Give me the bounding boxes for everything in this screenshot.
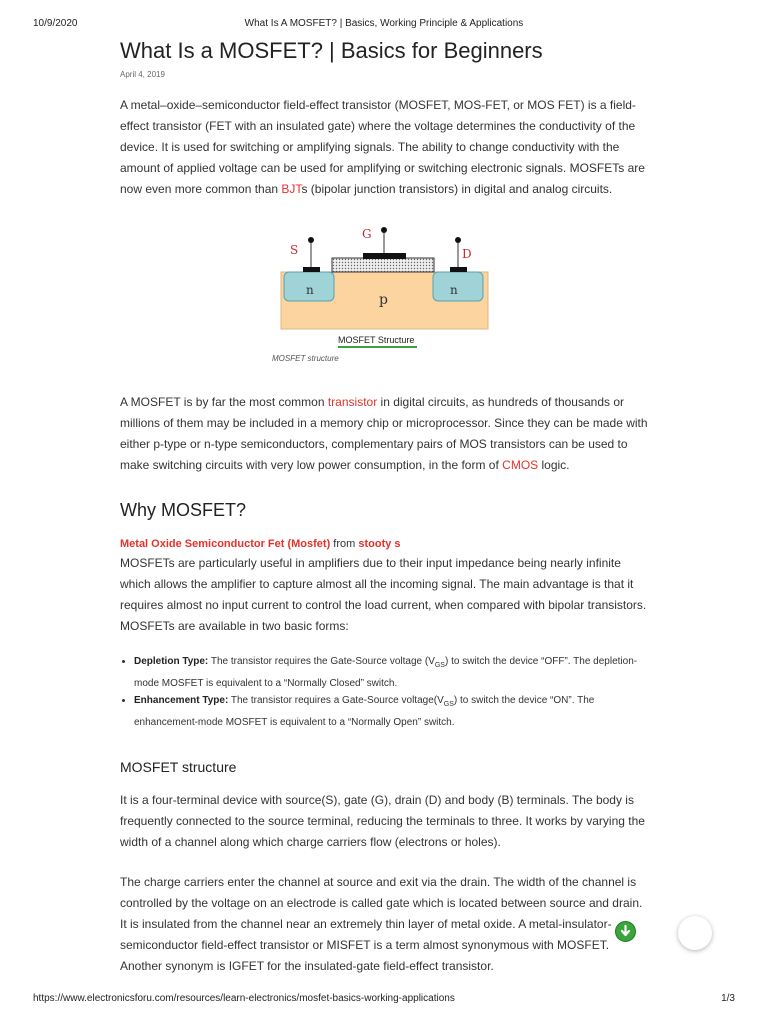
arrow-down-icon	[616, 922, 635, 941]
label-source: S	[290, 243, 299, 257]
label-gate: G	[362, 227, 372, 241]
oxide-layer	[332, 258, 434, 272]
depletion-text: The transistor requires the Gate-Source voltage (V	[208, 656, 435, 667]
intro-paragraph	[120, 95, 648, 200]
mosfet-structure-diagram	[278, 222, 498, 354]
intro-text-end: s (bipolar junction transistors) in digital and analog circuits.	[301, 182, 613, 196]
intro-text: A metal–oxide–semiconductor field-effect transistor (MOSFET, MOS-FET, or MOS FET) is a field-effect transistor (FET with an insulated gate) where the voltage determines the conductivity of the device. It is used for switching or amplifying signals. The ability to change conductivity with the amount of applied voltage can be used for amplifying or switching electronic signals. MOSFETs are now even more common than	[120, 98, 645, 196]
source-contact	[303, 267, 320, 272]
mosfet-structure-heading: MOSFET structure	[120, 759, 237, 775]
enhancement-term: Enhancement Type:	[134, 695, 229, 706]
para2-text-end: logic.	[538, 458, 570, 472]
figure-inner-caption: MOSFET Structure	[338, 335, 415, 345]
enhancement-text-end: ) to switch the device “ON”. The enhancement-mode MOSFET is equivalent to a “Normally Open” switch.	[134, 695, 595, 728]
enhancement-text: The transistor requires a Gate-Source voltage(V	[228, 695, 444, 706]
download-button[interactable]	[615, 921, 636, 942]
depletion-text-end: ) to switch the device “OFF”. The depletion-mode MOSFET is equivalent to a “Normally Closed” switch.	[134, 656, 638, 689]
print-page-title: What Is A MOSFET? | Basics, Working Principle & Applications	[244, 18, 524, 29]
scroll-to-top-button[interactable]	[678, 916, 712, 950]
mosfet-forms-list	[120, 653, 648, 731]
print-url: https://www.electronicsforu.com/resources/learn-electronics/mosfet-basics-working-applications	[33, 993, 455, 1004]
figure-caption: MOSFET structure	[272, 354, 339, 363]
print-date: 10/9/2020	[33, 18, 78, 29]
vgs-subscript: GS	[434, 662, 445, 669]
para-terminals: It is a four-terminal device with source(S), gate (G), drain (D) and body (B) terminals. The body is frequently connected to the source terminal, reducing the terminals to three. It works by varying the width of a channel along which charge carriers flow (electrons or holes).	[120, 793, 645, 849]
depletion-term: Depletion Type:	[134, 656, 209, 667]
label-drain: D	[462, 247, 472, 261]
para2-text-mid: in digital circuits, as hundreds of thousands or millions of them may be included in a memory chip or microprocessor. Since they can be made with either p-type or n-type semiconductors, complementary pairs of MOS transistors can be used to make switching circuits with very low power consumption, in the form of	[120, 395, 648, 472]
para-charge-carriers: The charge carriers enter the channel at source and exit via the drain. The width of the channel is controlled by the voltage on an electrode is called gate which is located between source and drain. It is insulated from the channel near an extremely thin layer of metal oxide. A metal-insulator-semiconductor field-effect transistor or MISFET is a term almost synonymous with MOSFET. Another synonym is IGFET for the insulated-gate field-effect transistor.	[120, 875, 643, 973]
para2-text: A MOSFET is by far the most common	[120, 395, 328, 409]
list-item-depletion	[134, 653, 648, 692]
slideshare-credit	[120, 538, 648, 550]
article	[120, 36, 648, 977]
para-amplifiers: MOSFETs are particularly useful in amplifiers due to their input impedance being nearly infinite which allows the amplifier to capture almost all the incoming signal. The main advantage is that it requires almost no input current to control the load current, when compared with bipolar transistors. MOSFETs are available in two basic forms:	[120, 556, 647, 633]
list-item-enhancement	[134, 692, 648, 731]
slideshare-title-link[interactable]: Metal Oxide Semiconductor Fet (Mosfet)	[120, 538, 331, 550]
slideshare-author-link[interactable]: stooty s	[358, 538, 401, 550]
print-page-number: 1/3	[721, 993, 735, 1004]
post-date: April 4, 2019	[120, 70, 165, 79]
mosfet-structure-figure	[120, 222, 648, 372]
gate-electrode	[363, 253, 406, 259]
label-n-drain: n	[450, 283, 458, 297]
slideshare-from: from	[330, 538, 359, 550]
para-transistor	[120, 392, 648, 476]
cmos-link[interactable]: CMOS	[502, 458, 539, 472]
why-mosfet-heading: Why MOSFET?	[120, 500, 247, 520]
n-region-drain	[433, 272, 483, 301]
vgs-subscript: GS	[443, 701, 454, 708]
label-n-source: n	[306, 283, 314, 297]
drain-contact	[450, 267, 467, 272]
bjt-link[interactable]: BJT	[281, 182, 302, 196]
label-p: p	[379, 292, 388, 308]
article-title: What Is a MOSFET? | Basics for Beginners	[120, 38, 543, 63]
transistor-link[interactable]: transistor	[327, 395, 378, 409]
